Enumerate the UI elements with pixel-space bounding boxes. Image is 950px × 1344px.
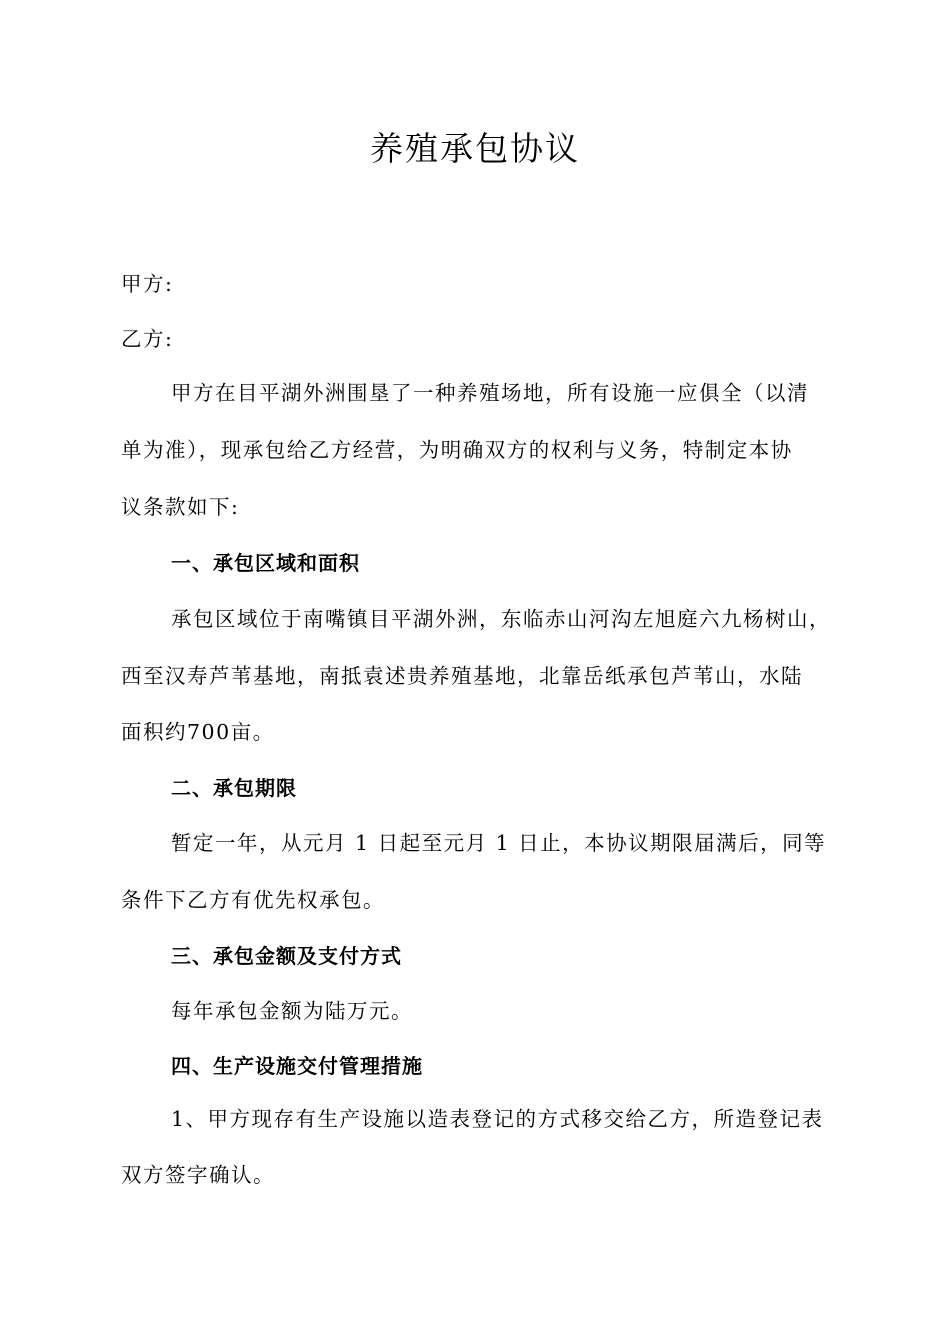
- section-heading-1: 一、承包区域和面积: [171, 551, 360, 575]
- section-2-line: 暂定一年，从元月 1 日起至元月 1 日止，本协议期限届满后，同等: [171, 831, 827, 855]
- section-heading-4: 四、生产设施交付管理措施: [171, 1054, 423, 1078]
- party-a-label: 甲方:: [121, 272, 174, 296]
- intro-line: 甲方在目平湖外洲围垦了一种养殖场地，所有设施一应俱全（以清: [171, 381, 809, 405]
- section-1-line: 西至汉寿芦苇基地，南抵袁述贵养殖基地，北靠岳纸承包芦苇山，水陆: [121, 664, 803, 688]
- section-4-line: 双方签字确认。: [121, 1163, 275, 1187]
- section-1-line: 承包区域位于南嘴镇目平湖外洲，东临赤山河沟左旭庭六九杨树山，: [171, 607, 831, 631]
- section-heading-3: 三、承包金额及支付方式: [171, 944, 402, 968]
- intro-line: 单为准），现承包给乙方经营，为明确双方的权利与义务，特制定本协: [121, 438, 793, 462]
- party-b-label: 乙方:: [121, 327, 174, 351]
- section-1-line: 面积约700亩。: [121, 720, 275, 744]
- section-3-line: 每年承包金额为陆万元。: [171, 999, 413, 1023]
- intro-line: 议条款如下:: [121, 495, 240, 519]
- section-4-line: 1、甲方现存有生产设施以造表登记的方式移交给乙方，所造登记表: [171, 1107, 824, 1131]
- section-heading-2: 二、承包期限: [171, 776, 297, 800]
- document-title: 养殖承包协议: [370, 129, 580, 168]
- section-2-line: 条件下乙方有优先权承包。: [121, 888, 385, 912]
